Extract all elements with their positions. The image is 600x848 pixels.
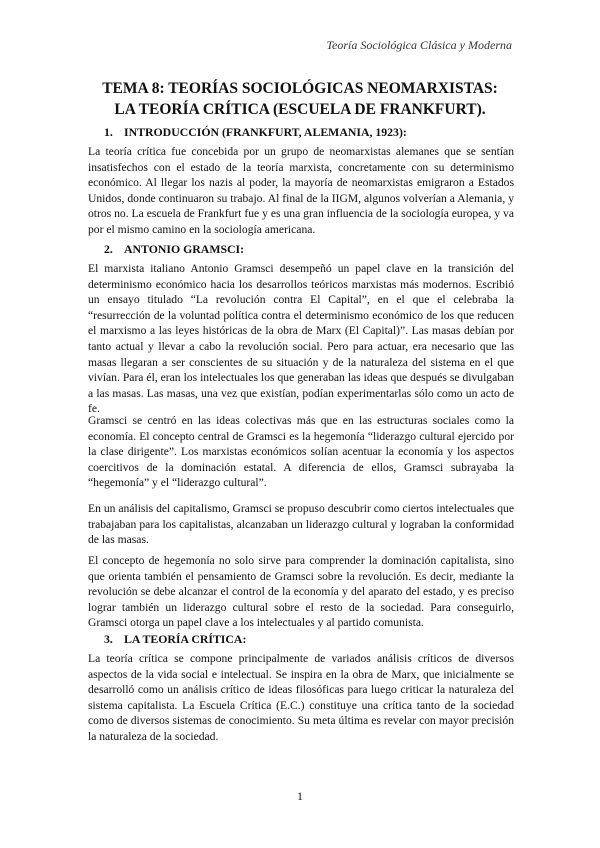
paragraph: Gramsci se centró en las ideas colectivas más que en las estructuras sociales como la economía. El concepto central de Gramsci es la hegemonía “liderazgo cultural ejercido por la clase dirigente”. Los marxistas económicos solían acentuar la economía y los aspectos coercitivos de la dominación estatal. A diferencia de ellos, Gramsci subrayaba la “hegemonía” y el “liderazgo cultural”. [88,414,514,490]
page-number: 1 [297,789,303,803]
section-heading-teoria-critica [104,632,246,647]
title-line-2: LA TEORÍA CRÍTICA (ESCUELA DE FRANKFURT). [114,101,486,118]
section-number: 3. [104,632,113,646]
paragraph: En un análisis del capitalismo, Gramsci se propuso descubrir como ciertos intelectuales que trabajaban para los capitalistas, alcanzaban un liderazgo cultural y lograban la conformidad de las masas. [88,502,514,547]
paragraph: El marxista italiano Antonio Gramsci desempeñó un papel clave en la transición del determinismo económico hacia los desarrollos teóricos marxistas más modernos. Escribió un ensayo titulado “La revolución contra El Capital”, en el que el celebraba la “resurrección de la voluntad política contra el determinismo económico de los que reducen el marxismo a las leyes históricas de la obra de Marx (El Capital)”. Las masas debían por tanto actual y llevar a cabo la revolución social. Pero para actuar, era necesario que las masas llegaran a ser conscientes de su situación y de la naturaleza del sistema en el que vivían. Para él, eran los intelectuales los que generaban las ideas que después se divulgaban a las masas. Las masas, una vez que existían, podían experimentarlas sólo como un acto de fe. [88,262,514,416]
paragraph: El concepto de hegemonía no solo sirve para comprender la dominación capitalista, sino que orienta también el pensamiento de Gramsci sobre la revolución. Es decir, mediante la revolución se debe alcanzar el control de la economía y del aparato del estado, y es preciso lograr también un liderazgo cultural sobre el resto de la sociedad. Para conseguirlo, Gramsci otorga un papel clave a los intelectuales y al partido comunista. [88,554,514,630]
running-header: Teoría Sociológica Clásica y Moderna [326,38,512,52]
section-heading-introduccion [104,125,407,140]
section-heading-gramsci [104,242,244,257]
section-number: 1. [104,125,113,139]
section-number: 2. [104,242,113,256]
page-title [60,78,540,120]
title-line-1: TEMA 8: TEORÍAS SOCIOLÓGICAS NEOMARXISTAS: [102,80,498,97]
paragraph: La teoría crítica fue concebida por un grupo de neomarxistas alemanes que se sentían insatisfechos con el estado de la teoría marxista, concretamente con su determinismo económico. Al llegar los nazis al poder, la mayoría de neomarxistas emigraron a Estados Unidos, donde continuaron su trabajo. Al final de la IIGM, algunos volverían a Alemania, y otros no. La escuela de Frankfurt fue y es una gran influencia de la sociología europea, y va por el mismo camino en la sociología americana. [88,145,514,236]
paragraph: La teoría crítica se compone principalmente de variados análisis críticos de diversos aspectos de la vida social e intelectual. Se inspira en la obra de Marx, que inicialmente se desarrolló como un análisis crítico de ideas filosóficas para luego criticar la naturaleza del sistema capitalista. La Escuela Crítica (E.C.) constituye una crítica tanto de la sociedad como de diversos sistemas de conocimiento. Su meta última es revelar con mayor precisión la naturaleza de la sociedad. [88,652,514,743]
section-heading-text: LA TEORÍA CRÍTICA: [124,632,247,646]
section-heading-text: ANTONIO GRAMSCI: [124,242,245,256]
section-heading-text: INTRODUCCIÓN (FRANKFURT, ALEMANIA, 1923): [124,125,407,139]
